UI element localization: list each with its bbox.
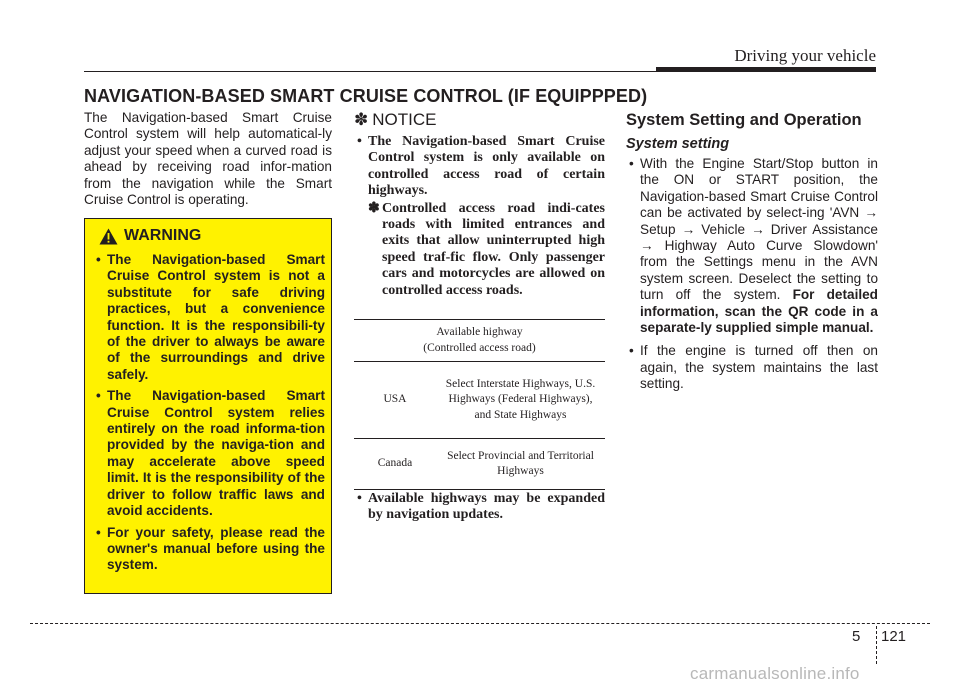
warning-item: • For your safety, please read the owner's manual before using the system. <box>96 524 325 573</box>
section-number: 5 <box>852 628 861 645</box>
system-section-title: System Setting and Operation <box>626 111 862 129</box>
notice-mark-icon: ✽ <box>354 110 369 129</box>
table-row <box>354 439 605 490</box>
table-header: Available highway (Controlled access road) <box>354 320 605 362</box>
section-title: NAVIGATION-BASED SMART CRUISE CONTROL (IF EQUIPPPED) <box>84 86 648 106</box>
warning-title: WARNING <box>124 227 202 244</box>
warning-item: • The Navigation-based Smart Cruise Control system is not a substitute for safe driving practices, but a convenience function. It is the responsibili-ty of the driver to always be aware of the surroundings and drive safely. <box>96 252 325 382</box>
system-item: • If the engine is turned off then on again, the system maintains the last setting. <box>629 343 878 392</box>
chapter-header: Driving your vehicle <box>734 46 876 65</box>
notice-list <box>354 134 605 299</box>
notice-heading <box>354 110 436 130</box>
notice-subnote: ✽ Controlled access road indi-cates roads with limited entrances and exits that allow uninterrupted high speed traf-fic flow. Only passenger cars and motorcycles are allowed on controlled access roads. <box>368 200 605 298</box>
country-cell: Canada <box>354 439 436 490</box>
table-row <box>354 362 605 439</box>
system-list <box>626 156 878 400</box>
warning-triangle-icon <box>99 228 118 245</box>
notice-title: NOTICE <box>372 110 437 129</box>
page-number-divider <box>876 626 877 664</box>
header-accent-bar <box>656 67 876 72</box>
subnote-mark-icon: ✽ <box>368 200 380 216</box>
highways-cell: Select Interstate Highways, U.S. Highways (Federal Highways), and State Highways <box>436 362 605 439</box>
warning-item: • The Navigation-based Smart Cruise Control system relies entirely on the road informa-tion provided by the naviga-tion and may accelerate above speed limit. It is the responsibility of the driver to follow traffic laws and avoid accidents. <box>96 388 325 519</box>
warning-list <box>93 252 325 579</box>
available-highway-table <box>354 319 605 490</box>
intro-paragraph: The Navigation-based Smart Cruise Control system will help automatical-ly adjust your speed when a curved road is ahead by receiving road infor-mation from the navigation while the Smart Cruise Control is operating. <box>84 110 332 208</box>
warning-box <box>84 218 332 594</box>
notice-list-after-table <box>354 491 605 524</box>
notice-item: • The Navigation-based Smart Cruise Control system is only available on controlled access road of certain highways. ✽ Controlled access road indi-cates roads with limited entrances and exits that allow uninterrupted high speed traf-fic flow. Only passenger cars and motorcycles are allowed on controlled access roads. <box>357 134 605 298</box>
page-number: 121 <box>881 628 907 645</box>
footer-rule <box>30 623 930 624</box>
country-cell: USA <box>354 362 436 439</box>
highways-cell: Select Provincial and Territorial Highways <box>436 439 605 490</box>
warning-heading <box>99 227 201 245</box>
watermark: carmanualsonline.info <box>690 664 860 683</box>
system-item: • With the Engine Start/Stop button in the ON or START position, the Navigation-based Smart Cruise Control can be activated by select-ing 'AVN → Setup → Vehicle → Driver Assistance → Highway Auto Curve Slowdown' from the Settings menu in the AVN system screen. Deselect the setting to turn off the system. For detailed information, scan the QR code in a separate-ly supplied simple manual. <box>629 156 878 336</box>
notice-item: • Available highways may be expanded by navigation updates. <box>357 491 605 523</box>
system-subtitle: System setting <box>626 136 730 152</box>
system-item-bold-note: For detailed information, scan the QR code in a separate-ly supplied simple manual. <box>640 287 878 336</box>
